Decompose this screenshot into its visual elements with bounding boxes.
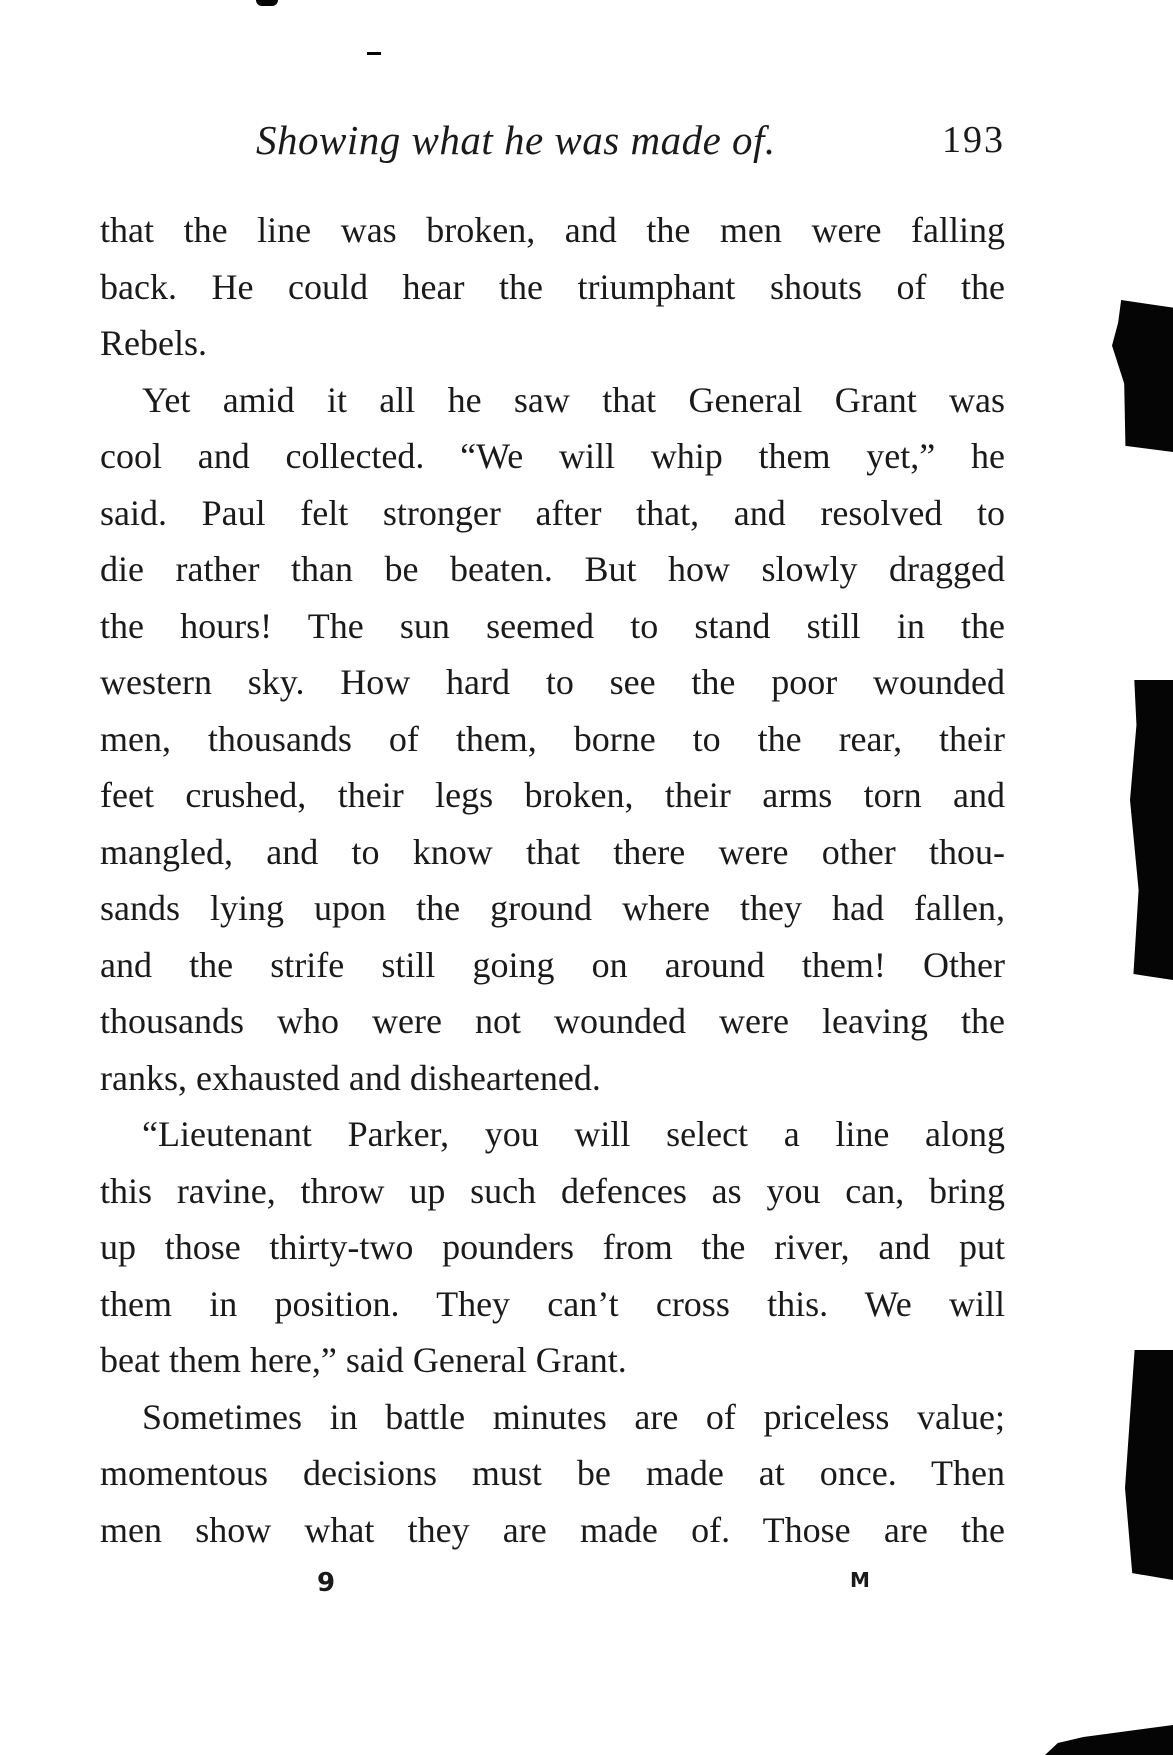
text-line: that the line was broken, and the men were falling [100,210,1005,250]
text-line: ranks, exhausted and disheartened. [100,1057,601,1098]
text-line: feet crushed, their legs broken, their arms torn and [100,775,1005,815]
signature-mark: M [850,1568,870,1592]
text-line: Rebels. [100,323,207,363]
scan-edge-shadow [1112,300,1173,452]
scan-edge-shadow [1125,1350,1173,1580]
text-line: and the strife still going on around them! Other [100,944,1005,985]
text-line: back. He could hear the triumphant shouts of the [100,266,1005,307]
text-line: sands lying upon the ground where they had fallen, [100,888,1005,928]
text-line: up those thirty-two pounders from the river, and put [100,1227,1005,1267]
text-line: Sometimes in battle minutes are of priceless value; [142,1396,1005,1437]
text-line: western sky. How hard to see the poor wounded [100,662,1005,702]
text-line: beat them here,” said General Grant. [100,1340,627,1380]
text-line: cool and collected. “We will whip them yet,” he [100,436,1005,476]
running-head: Showing what he was made of. [256,117,776,163]
scan-edge-shadow [1130,680,1173,980]
text-line: men show what they are made of. Those are the [100,1509,1005,1550]
scan-dash [367,52,381,55]
page-number: 193 [942,119,1005,161]
text-line: them in position. They can’t cross this. We will [100,1283,1005,1324]
text-line: this ravine, throw up such defences as you can, bring [100,1170,1005,1211]
scan-blot [256,0,278,6]
text-line: mangled, and to know that there were other thou- [100,831,1005,872]
page-header [100,116,1005,176]
signature-mark: 9 [317,1568,336,1598]
text-line: the hours! The sun seemed to stand still in the [100,605,1005,646]
text-line: Yet amid it all he saw that General Grant was [142,379,1005,420]
text-line: men, thousands of them, borne to the rear, their [100,718,1005,759]
text-line: die rather than be beaten. But how slowly dragged [100,549,1005,589]
scan-edge-shadow [1045,1725,1173,1755]
text-line: thousands who were not wounded were leaving the [100,1001,1005,1041]
body-text [100,202,1005,1558]
text-line: “Lieutenant Parker, you will select a line along [142,1114,1005,1154]
text-line: momentous decisions must be made at once. Then [100,1453,1005,1493]
text-line: said. Paul felt stronger after that, and resolved to [100,492,1005,533]
